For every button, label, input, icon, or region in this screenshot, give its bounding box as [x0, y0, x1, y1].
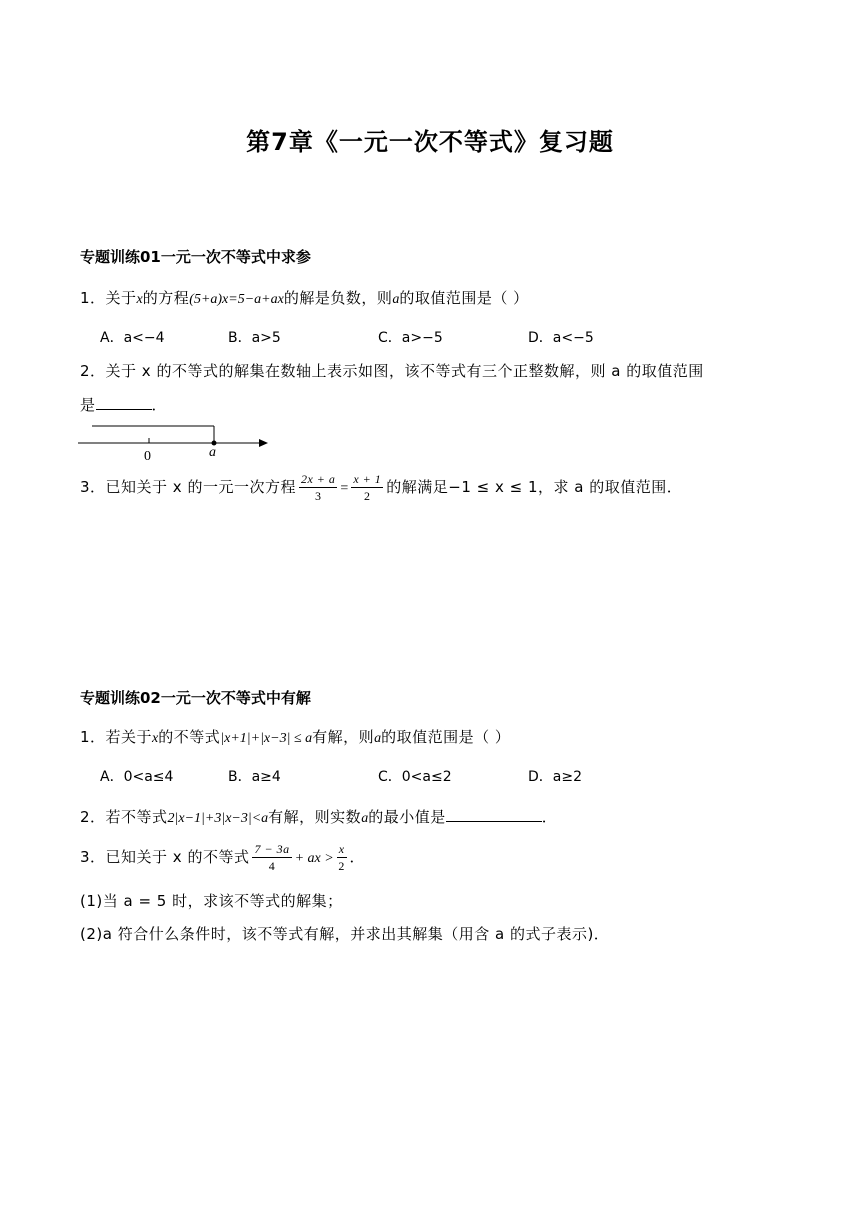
s1-q3-suffix: 的解满足−1 ≤ x ≤ 1，求 a 的取值范围．	[386, 478, 683, 496]
s2-q1-prefix: 1．若关于	[80, 728, 153, 746]
s1-q3-equals: =	[340, 481, 349, 496]
s1-q1-option-a: A．a<−4	[100, 330, 165, 346]
s2-q1-var: x	[152, 731, 159, 746]
s1-q1-option-d: D．a<−5	[528, 330, 594, 346]
s2-q1-option-a: A．0<a≤4	[100, 769, 174, 785]
s2-q3-mid: + ax >	[294, 851, 334, 866]
arrow-head-icon	[259, 439, 268, 447]
s2-q1-mid: 的不等式	[158, 728, 221, 746]
s2-q3-frac2-num: x	[338, 842, 345, 856]
s1-q3-fraction-left	[299, 471, 337, 504]
s2-q3-prefix: 3．已知关于 x 的不等式	[80, 848, 250, 866]
page-title: 第7章《一元一次不等式》复习题	[246, 128, 614, 156]
s1-q1-stem	[80, 287, 529, 308]
s2-q1-option-d: D．a≥2	[528, 769, 582, 785]
s2-q2-suffix2: 的最小值是	[368, 808, 446, 826]
a-label: a	[209, 445, 216, 460]
s2-q1-var2: a	[374, 731, 382, 746]
s2-q1-suffix2: 的取值范围是（ ）	[381, 728, 511, 746]
s2-q2-prefix: 2．若不等式	[80, 808, 168, 826]
s2-q1-suffix: 有解，则	[312, 728, 375, 746]
s1-q1-equation: (5+a)x=5−a+ax	[189, 292, 284, 307]
s2-q2-suffix: 有解，则实数	[268, 808, 362, 826]
s2-q3-stem	[80, 840, 365, 876]
s1-q2-line2-suffix: ．	[151, 396, 168, 414]
s2-q3-end: ．	[349, 848, 366, 866]
s1-q2-line2	[80, 394, 167, 415]
s1-q1-var: x	[136, 292, 143, 307]
s1-q3-fraction-right	[351, 471, 383, 504]
s2-q3-frac1-den: 4	[268, 859, 276, 873]
s1-q1-prefix: 1．关于	[80, 289, 137, 307]
zero-label: 0	[144, 449, 151, 464]
s2-q3-frac2-den: 2	[338, 859, 345, 873]
s2-q1-option-c: C．0<a≤2	[378, 769, 452, 785]
s1-q1-option-b: B．a>5	[228, 330, 281, 346]
s1-q1-var2: a	[392, 292, 400, 307]
s1-q3-stem	[80, 470, 682, 506]
s2-q3-fraction-left	[252, 841, 291, 874]
s1-q2-line2-prefix: 是	[80, 396, 96, 414]
s2-q1-expression: |x+1|+|x−3| ≤ a	[220, 731, 313, 746]
s1-q3-prefix: 3．已知关于 x 的一元一次方程	[80, 478, 296, 496]
s2-q2-answer-blank[interactable]	[446, 821, 542, 822]
s1-q1-mid: 的方程	[142, 289, 190, 307]
s1-q2-line1: 2．关于 x 的不等式的解集在数轴上表示如图，该不等式有三个正整数解，则 a 的取值范围	[80, 362, 704, 380]
s1-q2-answer-blank[interactable]	[96, 409, 152, 410]
s1-q1-option-c: C．a>−5	[378, 330, 443, 346]
s2-q3-fraction-right	[337, 841, 347, 874]
s1-q3-frac2-den: 2	[364, 489, 371, 503]
s2-q2-end: ．	[541, 808, 558, 826]
section2-heading: 专题训练02一元一次不等式中有解	[80, 689, 311, 707]
number-line-figure	[78, 418, 278, 464]
s1-q3-frac1-num: 2x + a	[300, 472, 336, 486]
section1-heading: 专题训练01一元一次不等式中求参	[80, 248, 311, 266]
s2-q3-frac1-num: 7 − 3a	[254, 842, 290, 856]
s2-q2-stem	[80, 806, 557, 827]
s2-q2-var: a	[361, 811, 369, 826]
s1-q3-frac2-num: x + 1	[353, 472, 382, 486]
s2-q1-option-b: B．a≥4	[228, 769, 281, 785]
s1-q3-frac1-den: 3	[314, 489, 322, 503]
s2-q3-sub2: (2)a 符合什么条件时，该不等式有解，并求出其解集（用含 a 的式子表示)．	[80, 925, 610, 943]
s1-q1-suffix2: 的取值范围是（ ）	[399, 289, 529, 307]
s2-q3-sub1: (1)当 a = 5 时，求该不等式的解集；	[80, 892, 343, 910]
s1-q1-suffix: 的解是负数，则	[283, 289, 393, 307]
s2-q2-expression: 2|x−1|+3|x−3|<a	[167, 811, 269, 826]
s2-q1-stem	[80, 726, 510, 747]
